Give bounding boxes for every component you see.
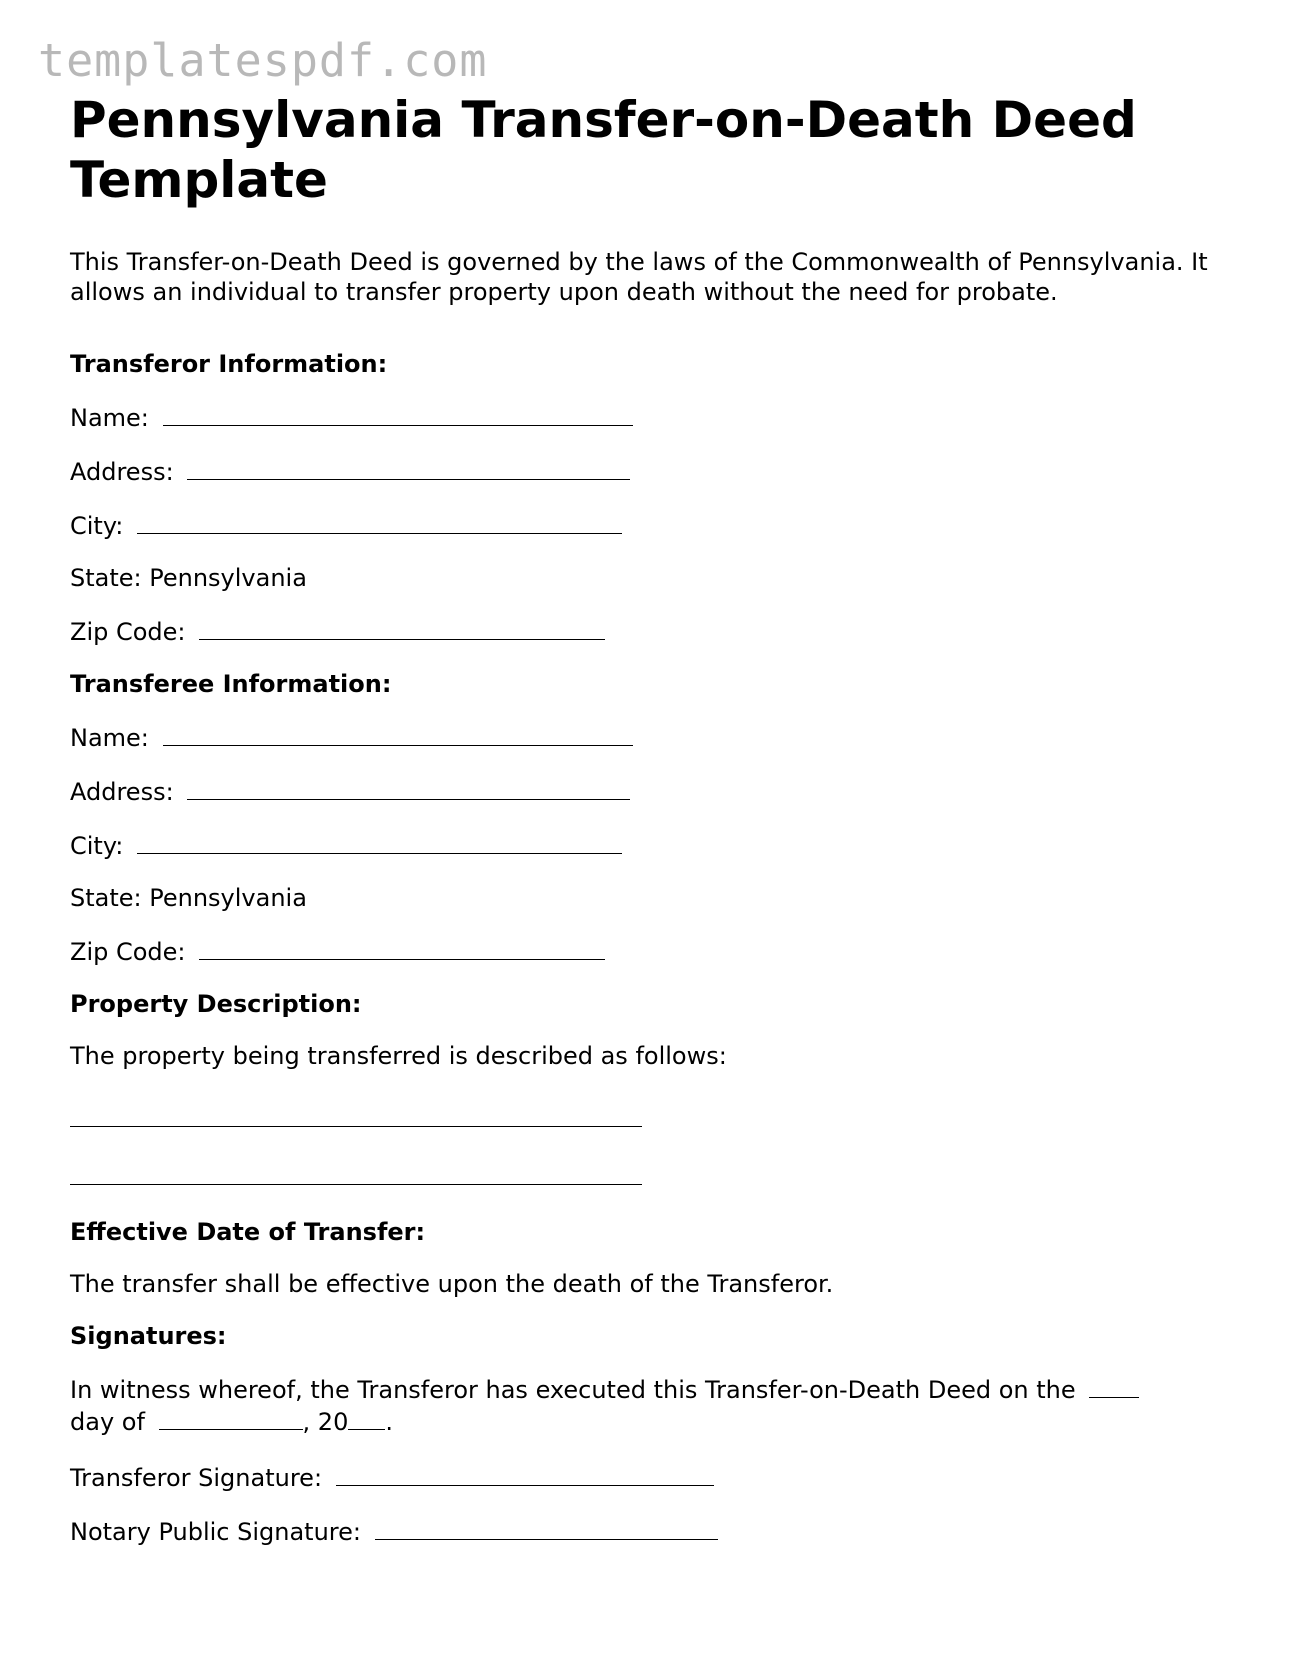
- transferor-signature-field[interactable]: [336, 1461, 714, 1486]
- notary-signature-field[interactable]: [375, 1515, 718, 1540]
- year-prefix: , 20: [302, 1408, 349, 1436]
- transferor-name-row: [70, 401, 1230, 433]
- property-heading: Property Description:: [70, 990, 362, 1018]
- transferee-name-label: Name:: [70, 724, 149, 752]
- transferor-signature-row: [70, 1461, 1230, 1493]
- witness-line-2: [70, 1405, 1230, 1437]
- transferee-state-row: State: Pennsylvania: [70, 884, 307, 912]
- transferor-city-row: [70, 509, 1230, 541]
- transferor-zip-label: Zip Code:: [70, 618, 186, 646]
- intro-paragraph: This Transfer-on-Death Deed is governed by the laws of the Commonwealth of Pennsylvania. It allows an individual to transfer property upon death without the need for probate.: [70, 248, 1208, 306]
- transferee-zip-field[interactable]: [199, 935, 605, 960]
- transferee-address-row: [70, 775, 1230, 807]
- transferor-address-row: [70, 455, 1230, 487]
- transferee-heading: Transferee Information:: [70, 670, 392, 698]
- day-of-label: day of: [70, 1408, 145, 1436]
- transferor-address-field[interactable]: [187, 455, 630, 480]
- transferor-state-row: State: Pennsylvania: [70, 564, 307, 592]
- watermark: templatespdf.com: [38, 34, 488, 87]
- document-body: [70, 90, 1230, 1547]
- transferor-signature-label: Transferor Signature:: [70, 1464, 323, 1492]
- transferor-zip-row: [70, 615, 1230, 647]
- property-description-line-1[interactable]: [70, 1102, 642, 1127]
- month-field[interactable]: [159, 1405, 303, 1430]
- transferor-city-label: City:: [70, 512, 124, 540]
- transferor-name-label: Name:: [70, 404, 149, 432]
- transferee-zip-label: Zip Code:: [70, 938, 186, 966]
- transferor-heading: Transferor Information:: [70, 350, 388, 378]
- transferor-zip-field[interactable]: [199, 615, 605, 640]
- effective-heading: Effective Date of Transfer:: [70, 1218, 426, 1246]
- transferee-address-label: Address:: [70, 778, 174, 806]
- property-line-2-row: [70, 1160, 1230, 1192]
- transferor-city-field[interactable]: [137, 509, 622, 534]
- transferee-city-label: City:: [70, 832, 124, 860]
- transferee-name-row: [70, 721, 1230, 753]
- transferee-address-field[interactable]: [187, 775, 630, 800]
- day-field[interactable]: [1089, 1373, 1139, 1398]
- transferee-city-field[interactable]: [137, 829, 622, 854]
- notary-signature-label: Notary Public Signature:: [70, 1518, 361, 1546]
- year-field[interactable]: [348, 1405, 385, 1430]
- effective-text: The transfer shall be effective upon the death of the Transferor.: [70, 1270, 834, 1298]
- property-text: The property being transferred is described as follows:: [70, 1042, 727, 1070]
- witness-line-1: [70, 1373, 1230, 1405]
- transferee-city-row: [70, 829, 1230, 861]
- signatures-heading: Signatures:: [70, 1322, 227, 1350]
- page-title: Pennsylvania Transfer-on-Death Deed Template: [70, 91, 1137, 209]
- property-line-1-row: [70, 1102, 1230, 1134]
- witness-period: .: [385, 1408, 393, 1436]
- transferor-name-field[interactable]: [163, 401, 633, 426]
- transferee-name-field[interactable]: [163, 721, 633, 746]
- transferor-address-label: Address:: [70, 458, 174, 486]
- notary-signature-row: [70, 1515, 1230, 1547]
- witness-text: In witness whereof, the Transferor has executed this Transfer-on-Death Deed on the: [70, 1376, 1076, 1404]
- property-description-line-2[interactable]: [70, 1160, 642, 1185]
- transferee-zip-row: [70, 935, 1230, 967]
